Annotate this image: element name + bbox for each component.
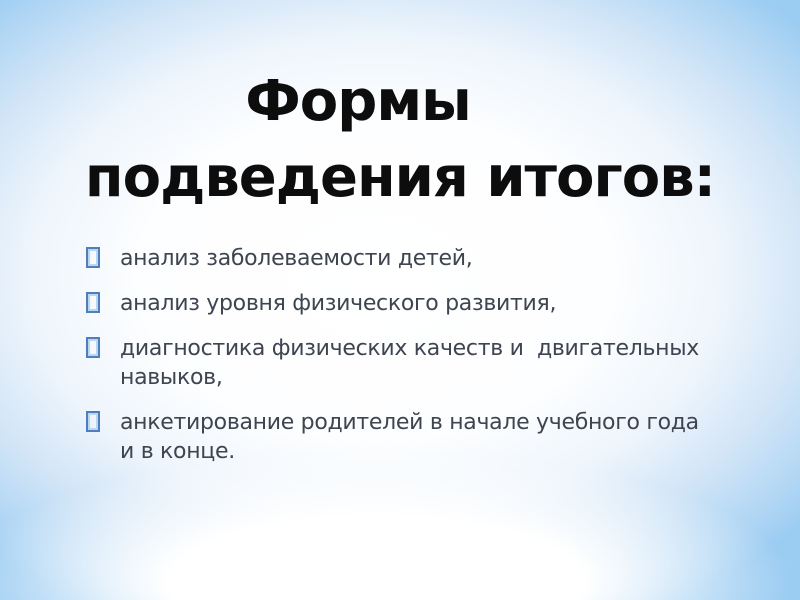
slide-title-line1: Формы — [245, 69, 471, 134]
list-item-text: анкетирование родителей в начале учебного года и в конце. — [120, 410, 706, 464]
bullet-box-icon — [86, 247, 100, 268]
slide-title-line2: подведения итогов: — [84, 145, 716, 210]
bullet-list — [86, 244, 706, 482]
bullet-box-icon — [86, 337, 100, 358]
list-item-text: диагностика физических качеств и двигательных навыков, — [120, 336, 706, 390]
list-item — [86, 334, 706, 392]
list-item — [86, 289, 700, 318]
list-item — [86, 408, 706, 466]
list-item — [86, 244, 700, 273]
list-item-text: анализ уровня физического развития, — [120, 291, 557, 316]
slide-title — [60, 64, 740, 216]
bullet-box-icon — [86, 411, 100, 432]
list-item-text: анализ заболеваемости детей, — [120, 246, 473, 271]
bullet-box-icon — [86, 292, 100, 313]
